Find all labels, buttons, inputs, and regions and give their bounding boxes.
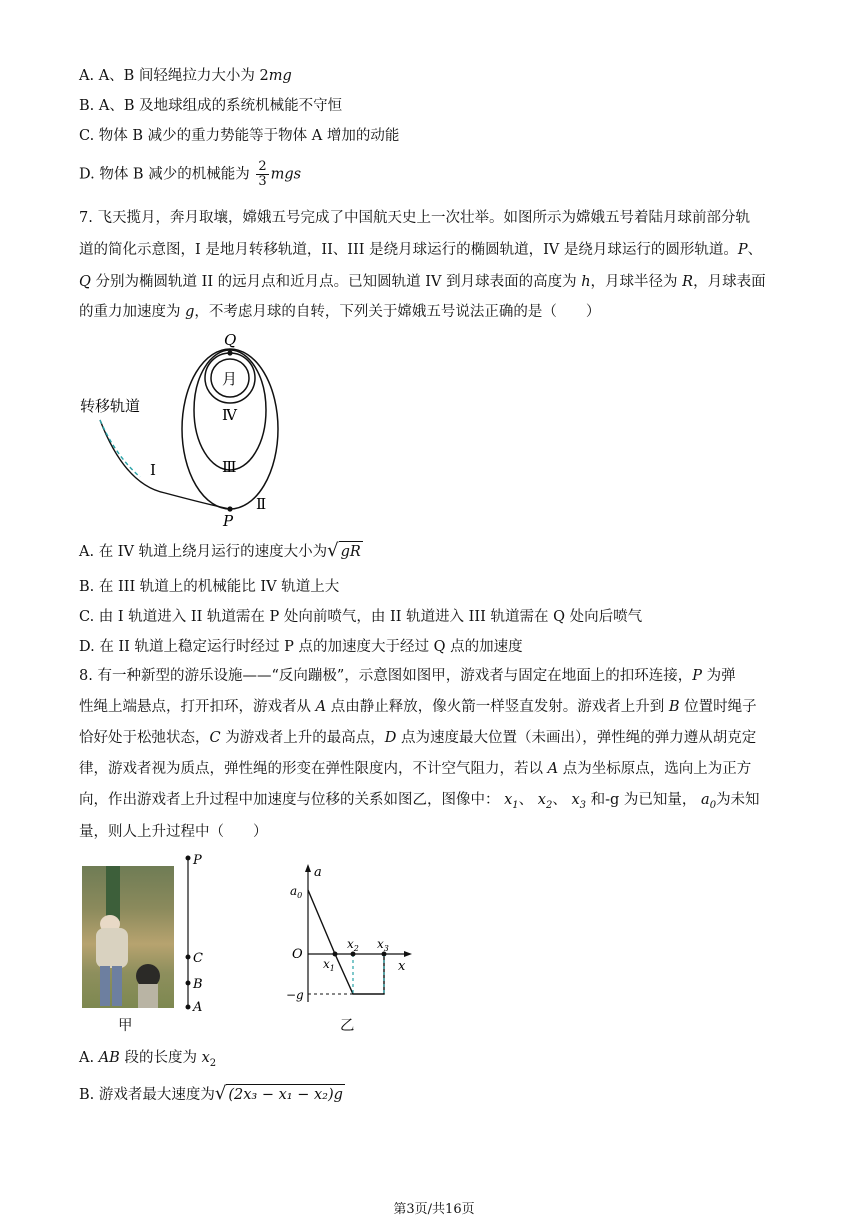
q8-option-b xyxy=(79,1084,345,1105)
q7-var-g: g xyxy=(185,304,195,320)
q7-var-h: h xyxy=(581,274,591,290)
q6-option-a-text: A. A、B 间轻绳拉力大小为 2 xyxy=(79,68,269,84)
radical-sign: √ xyxy=(214,1083,227,1104)
q8-var-a: A xyxy=(315,699,327,715)
q8-stem-line-6: 量，则人上升过程中（ ） xyxy=(79,824,268,840)
q6-option-d-var: mgs xyxy=(270,166,302,183)
q8-stem-line-2-c: 位置时绳子 xyxy=(679,699,757,715)
q8-stem-line-4-b: 点为坐标原点，选向上为正方 xyxy=(558,761,752,777)
page-footer: 第3页/共16页 xyxy=(393,1202,475,1217)
q7-stem-line-3-a: 分别为椭圆轨道 II 的远月点和近月点。已知圆轨道 IV 到月球表面的高度为 xyxy=(90,274,582,290)
rope-label-c: C xyxy=(193,951,203,966)
point-q-dot xyxy=(227,350,232,355)
q8-var-x2 xyxy=(537,792,553,811)
a0-letter: a xyxy=(701,792,710,808)
q8-var-c: C xyxy=(209,730,221,746)
label-iii: Ⅲ xyxy=(222,458,237,476)
x3-letter: x xyxy=(571,792,580,808)
q7-var-p: P xyxy=(737,242,748,258)
q8-option-a xyxy=(79,1048,216,1074)
q8-var-p: P xyxy=(692,668,703,684)
q8-stem-line-1 xyxy=(79,666,736,686)
q6-option-b: B. A、B 及地球组成的系统机械能不守恒 xyxy=(79,98,343,114)
bungee-photo xyxy=(82,866,174,1008)
q7-option-d: D. 在 II 轨道上稳定运行时经过 P 点的加速度大于经过 Q 点的加速度 xyxy=(79,639,523,655)
q7-stem-line-4-b: ，不考虑月球的自转，下列关于嫦娥五号说法正确的是（ ） xyxy=(194,304,601,320)
tick-x3: $x_3$ xyxy=(377,937,389,953)
q6-option-d-fraction xyxy=(256,160,268,189)
q7-option-a xyxy=(79,541,363,562)
q8-stem-line-4-a: 律，游戏者视为质点，弹性绳的形变在弹性限度内，不计空气阻力，若以 xyxy=(79,761,548,777)
q8-stem-line-3-b: 为游戏者上升的最高点， xyxy=(220,730,385,746)
label-moon: 月 xyxy=(222,370,238,388)
caption-jia: 甲 xyxy=(118,1018,133,1034)
orbit-i-dashed xyxy=(100,420,140,477)
q8-stem-line-5-b: 和-g 为已知量， xyxy=(590,792,697,808)
q7-stem-line-3-b: ，月球半径为 xyxy=(590,274,683,290)
q8-stem-line-5-c: 为未知 xyxy=(716,792,760,808)
q8-stem-line-2-a: 性绳上端悬点，打开扣环，游戏者从 xyxy=(79,699,316,715)
q8-option-a-ab: AB xyxy=(98,1050,120,1066)
q8-option-b-radicand: (2x₃ − x₁ − x₂)g xyxy=(226,1084,345,1105)
point-p-dot xyxy=(227,506,232,511)
q8-var-x1 xyxy=(504,792,519,811)
q8-option-a-x: x xyxy=(201,1050,210,1066)
q6-option-d-text: D. 物体 B 减少的机械能为 xyxy=(79,166,250,183)
q8-stem-line-2-b: 点由静止释放，像火箭一样竖直发射。游戏者上升到 xyxy=(326,699,669,715)
q7-orbit-diagram xyxy=(70,325,310,535)
q6-option-d xyxy=(79,160,301,189)
label-ii: Ⅱ xyxy=(256,495,267,513)
label-q: Q xyxy=(224,331,237,349)
q7-option-a-radicand: gR xyxy=(339,541,363,562)
caption-yi: 乙 xyxy=(340,1018,355,1034)
rope-label-a: A xyxy=(193,1000,203,1015)
q7-option-a-text: A. 在 IV 轨道上绕月运行的速度大小为 xyxy=(79,544,328,560)
tick-x1: $x_1$ xyxy=(323,957,335,973)
fraction-numerator: 2 xyxy=(258,159,267,174)
bungee-photo-figure xyxy=(82,866,174,1008)
x2-sub: 2 xyxy=(545,799,553,811)
graph-line xyxy=(308,890,384,994)
q8-stem-line-4 xyxy=(79,759,751,779)
q8-stem-line-2 xyxy=(79,697,757,717)
q6-option-a-var: mg xyxy=(268,68,292,84)
q7-var-q: Q xyxy=(79,274,91,290)
acceleration-displacement-graph xyxy=(280,862,420,1010)
tick-a0: $a_0$ xyxy=(290,884,303,900)
q7-stem-line-3 xyxy=(79,272,766,292)
label-iv: Ⅳ xyxy=(222,406,237,424)
rope-diagram xyxy=(180,850,220,1015)
q8-var-a2: A xyxy=(547,761,559,777)
q7-stem-line-2 xyxy=(79,240,762,260)
rope-label-p: P xyxy=(193,853,202,868)
x1-letter: x xyxy=(504,792,513,808)
q8-stem-line-1-b: 为弹 xyxy=(702,668,736,684)
q7-var-r: R xyxy=(682,274,694,290)
label-p: P xyxy=(223,512,234,530)
q7-stem-line-2-end: 、 xyxy=(747,242,763,258)
radical-sign: √ xyxy=(327,540,339,561)
label-i: I xyxy=(150,461,156,479)
q7-stem-line-4 xyxy=(79,302,600,322)
q7-option-b: B. 在 III 轨道上的机械能比 IV 轨道上大 xyxy=(79,579,340,595)
axis-label-a: a xyxy=(314,865,322,880)
q8-stem-line-5: 向，作出游戏者上升过程中加速度与位移的关系如图乙，图像中： $x_1$、 $x_2$、 $x_3$ 和-g 为已知量， $a_0$为未知 xyxy=(79,792,760,811)
q8-var-a0 xyxy=(701,792,717,811)
q6-option-a xyxy=(79,66,292,86)
q8-var-b: B xyxy=(668,699,680,715)
fraction-denominator: 3 xyxy=(258,174,267,189)
q8-var-d: D xyxy=(384,730,397,746)
a0-sub: 0 xyxy=(709,799,717,811)
q8-option-a-pre: A. xyxy=(79,1050,99,1066)
q6-option-c: C. 物体 B 减少的重力势能等于物体 A 增加的动能 xyxy=(79,128,400,144)
q8-stem-line-5-a: 向，作出游戏者上升过程中加速度与位移的关系如图乙，图像中： xyxy=(79,792,500,808)
q7-option-c: C. 由 I 轨道进入 II 轨道需在 P 处向前喷气，由 II 轨道进入 III 轨道需在 Q 处向后喷气 xyxy=(79,609,643,625)
q8-option-a-sub: 2 xyxy=(209,1057,217,1069)
q7-stem-line-1: 7. 飞天揽月，奔月取壤，嫦娥五号完成了中国航天史上一次壮举。如图所示为嫦娥五号着陆月球前部分轨 xyxy=(79,210,750,226)
x2-letter: x xyxy=(537,792,546,808)
q8-var-x3 xyxy=(571,792,587,811)
q8-option-a-mid: 段的长度为 xyxy=(119,1050,202,1066)
q7-stem-line-3-c: ，月球表面 xyxy=(693,274,766,290)
q8-stem-line-3-c: 点为速度最大位置（未画出），弹性绳的弹力遵从胡克定 xyxy=(396,730,757,746)
orbit-i-transfer xyxy=(100,420,230,509)
rope-label-b: B xyxy=(193,977,203,992)
x3-sub: 3 xyxy=(579,799,587,811)
q8-stem-line-3 xyxy=(79,728,756,748)
tick-x2: $x_2$ xyxy=(347,937,359,953)
label-transfer-orbit: 转移轨道 xyxy=(80,397,141,415)
origin-label: O xyxy=(292,947,303,962)
x1-sub: 1 xyxy=(512,799,519,811)
q7-stem-line-4-a: 的重力加速度为 xyxy=(79,304,186,320)
q8-stem-line-3-a: 恰好处于松弛状态， xyxy=(79,730,210,746)
q8-option-b-text: B. 游戏者最大速度为 xyxy=(79,1087,215,1103)
tick-neg-g: −g xyxy=(286,988,304,1002)
q8-stem-line-1-a: 8. 有一种新型的游乐设施——“反向蹦极”，示意图如图甲，游戏者与固定在地面上的扣环连接， xyxy=(79,668,693,684)
axis-label-x: x xyxy=(398,959,406,974)
q7-stem-line-2-text: 道的简化示意图，I 是地月转移轨道，II、III 是绕月球运行的椭圆轨道，IV 是绕月球运行的圆形轨道。 xyxy=(79,242,738,258)
